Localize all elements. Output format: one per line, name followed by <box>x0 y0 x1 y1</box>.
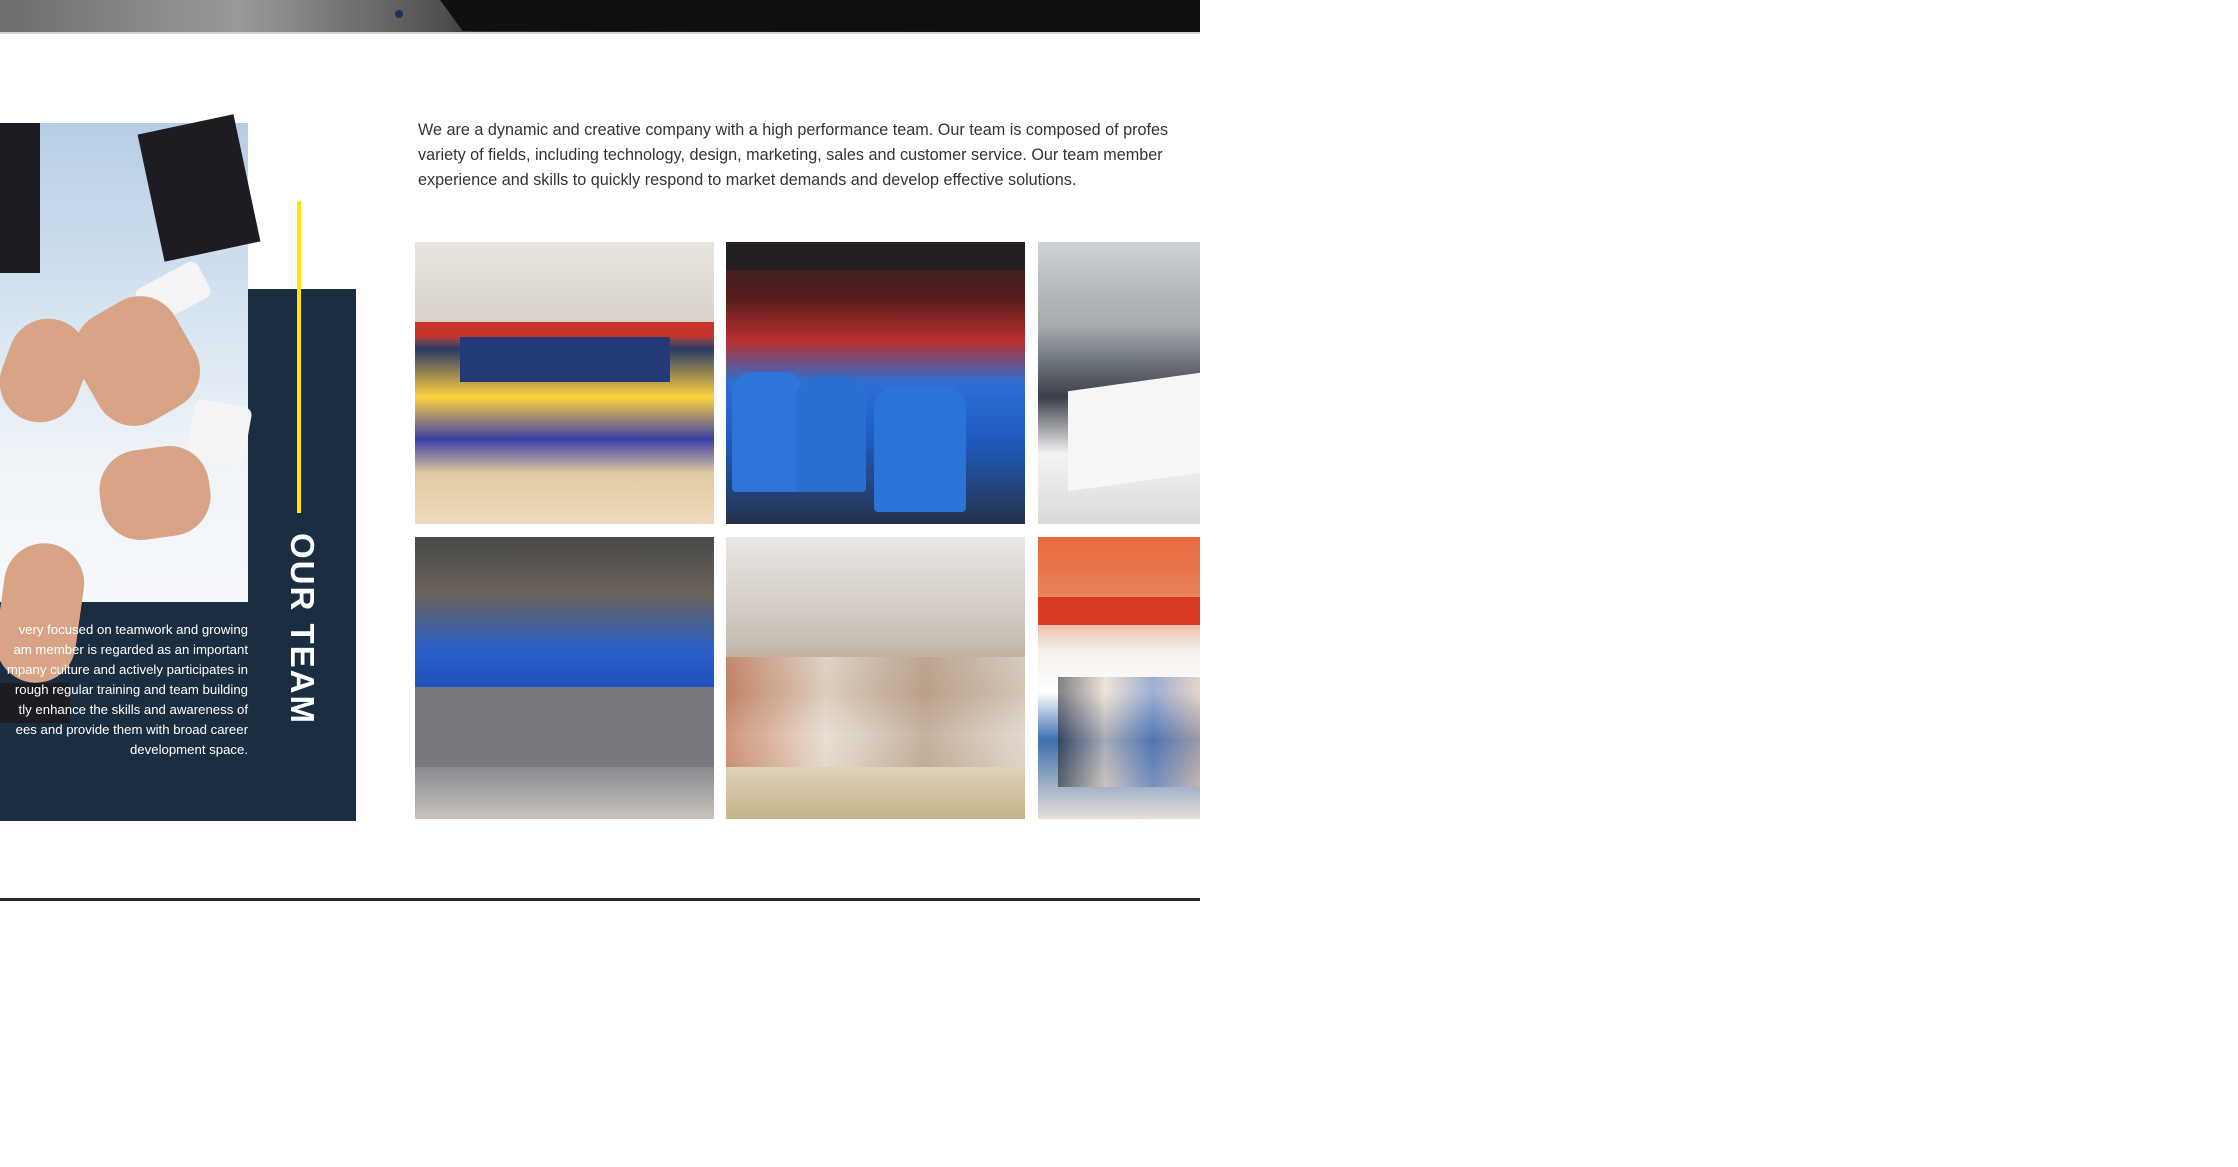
company-intro-line: We are a dynamic and creative company with a high performance team. Our team is composed of profes <box>418 121 1169 139</box>
company-intro-line: variety of fields, including technology, design, marketing, sales and customer service. Our team member <box>418 146 1163 164</box>
team-photo-hall-gathering <box>726 537 1025 819</box>
accent-vertical-line <box>297 201 301 513</box>
teamwork-hands-image <box>0 123 248 602</box>
team-photo-meeting-room <box>1038 242 1200 524</box>
header-dot-icon <box>395 10 403 18</box>
header-divider <box>0 32 1200 34</box>
team-description-line: development space. <box>129 742 248 757</box>
team-description-line: ees and provide them with broad career <box>15 722 248 737</box>
header-dark-panel <box>440 0 1200 31</box>
team-description-line: am member is regarded as an important <box>13 642 248 657</box>
team-photo-annual-meeting <box>415 242 714 524</box>
team-description-line: mpany culture and actively participates in <box>6 662 248 677</box>
our-team-title: OUR TEAM <box>284 533 321 725</box>
team-photo-training <box>1038 537 2223 1163</box>
top-header-bar <box>0 0 1200 34</box>
team-description-line: rough regular training and team building <box>14 682 248 697</box>
team-photo-group-sofa <box>415 537 714 819</box>
team-description-line: tly enhance the skills and awareness of <box>18 702 248 717</box>
team-photo-blue-shirts <box>726 242 1025 524</box>
footer-divider <box>0 898 1200 901</box>
training-banner-text: 目标培养30个行业to <box>2078 1146 2223 1163</box>
team-description <box>0 620 248 760</box>
team-description-line: very focused on teamwork and growing <box>18 622 248 637</box>
company-intro-line: experience and skills to quickly respond to market demands and develop effective solutions. <box>418 171 1077 189</box>
company-intro <box>418 118 1200 193</box>
